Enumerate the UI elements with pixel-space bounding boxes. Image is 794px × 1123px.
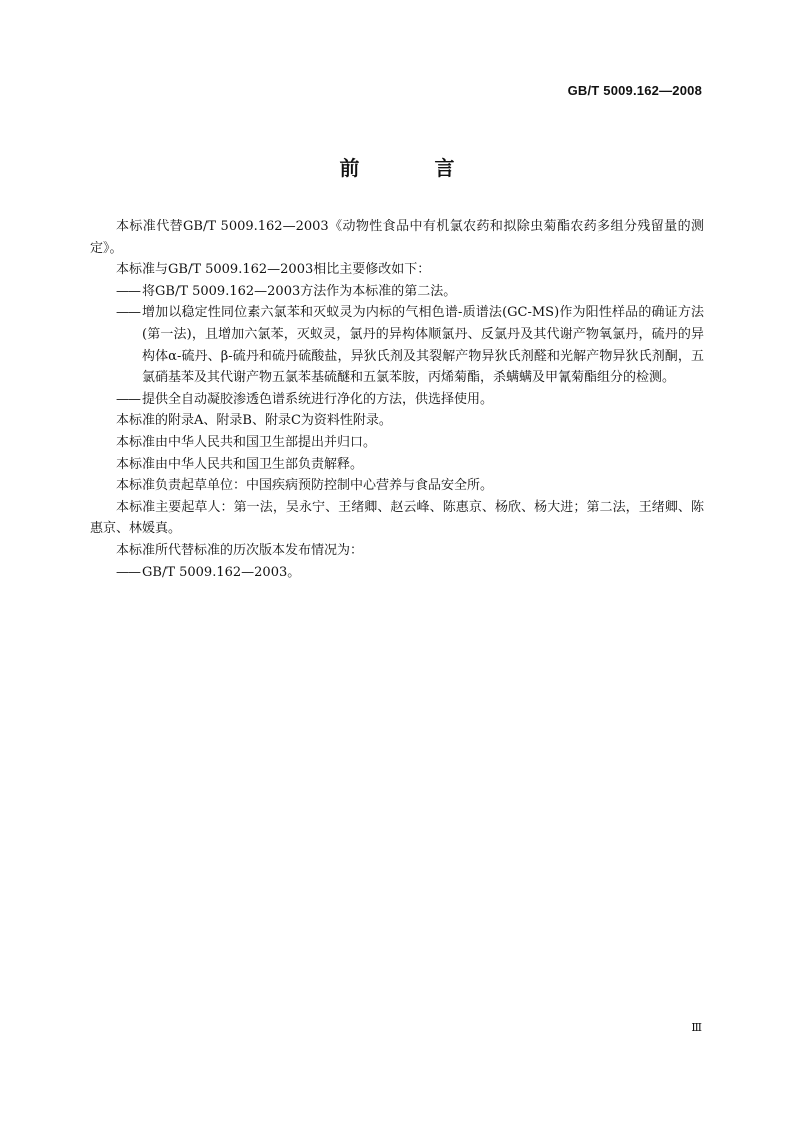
dash-item-text: GB/T 5009.162—2003。: [142, 564, 301, 580]
paragraph: 本标准的附录A、附录B、附录C为资料性附录。: [116, 413, 392, 429]
dash-marker: ——: [116, 305, 140, 321]
standard-code: GB/T 5009.162—2008: [567, 83, 702, 98]
paragraph: 本标准负责起草单位：中国疾病预防控制中心营养与食品安全所。: [116, 478, 494, 494]
paragraph: 本标准由中华人民共和国卫生部提出并归口。: [116, 434, 377, 450]
dash-item-text: 提供全自动凝胶渗透色谱系统进行净化的方法，供选择使用。: [142, 391, 494, 407]
dash-item: [90, 281, 704, 303]
paragraph: 本标准主要起草人：第一法，吴永宁、王绪卿、赵云峰、陈惠京、杨欣、杨大进；第二法，王绪卿、陈惠京、林媛真。: [90, 499, 704, 537]
dash-marker: ——: [116, 283, 140, 299]
dash-marker: ——: [116, 564, 140, 580]
dash-item: [90, 389, 704, 411]
paragraph: 本标准所代替标准的历次版本发布情况为：: [116, 542, 364, 558]
dash-item-text: 增加以稳定性同位素六氯苯和灭蚁灵为内标的气相色谱-质谱法(GC-MS)作为阳性样品的确证方法(第一法)，且增加六氯苯，灭蚁灵，氯丹的异构体顺氯丹、反氯丹及其代谢产物氧氯丹，硫丹的异构体α-硫丹、β-硫丹和硫丹硫酸盐，异狄氏剂及其裂解产物异狄氏剂醛和光解产物异狄氏剂酮，五氯硝基苯及其代谢产物五氯苯基硫醚和五氯苯胺，丙烯菊酯，杀螨螨及甲氰菊酯组分的检测。: [142, 305, 704, 386]
dash-item: [90, 562, 704, 584]
dash-item: [90, 302, 704, 388]
dash-marker: ——: [116, 391, 140, 407]
paragraph: 本标准由中华人民共和国卫生部负责解释。: [116, 456, 364, 472]
section-title: 前 言: [339, 156, 489, 180]
paragraph: 本标准代替GB/T 5009.162—2003《动物性食品中有机氯农药和拟除虫菊酯农药多组分残留量的测定》。: [90, 219, 704, 256]
foreword-body: [90, 216, 704, 583]
page-number: Ⅲ: [691, 1021, 702, 1034]
paragraph: 本标准与GB/T 5009.162—2003相比主要修改如下：: [116, 262, 431, 278]
dash-item-text: 将GB/T 5009.162—2003方法作为本标准的第二法。: [142, 283, 457, 299]
